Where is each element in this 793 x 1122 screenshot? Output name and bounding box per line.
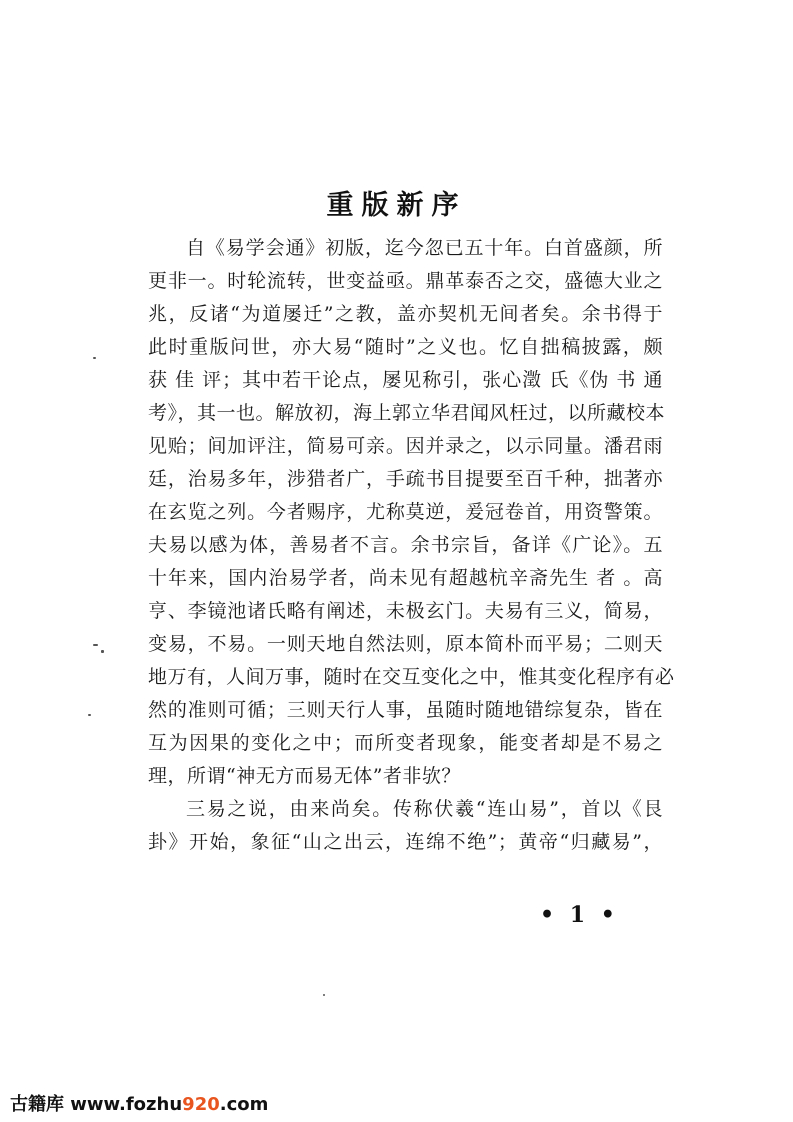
text-line: 十年来，国内治易学者，尚未见有超越杭辛斋先生 者 。高 — [148, 567, 663, 589]
text-line: 获 佳 评；其中若干论点，屡见称引，张心澂 氏《伪 书 通 — [148, 369, 663, 391]
watermark-site-name: 古籍库 — [10, 1094, 64, 1115]
text-line: 廷，治易多年，涉猎者广，手疏书目提要至百千种，拙著亦 — [148, 468, 663, 490]
text-line: 考》，其一也。解放初，海上郭立华君闻风枉过，以所藏校本 — [148, 402, 666, 424]
text-line: 亨、李镜池诸氏略有阐述，未极玄门。夫易有三义，简易， — [148, 600, 663, 622]
watermark-url-prefix: www.fozhu — [70, 1094, 183, 1115]
text-line: 理，所谓“神无方而易无体”者非欤？ — [148, 765, 461, 787]
text-line: 在玄览之列。今者赐序，尤称莫逆，爰冠卷首，用资警策。 — [148, 501, 663, 523]
text-line: 夫易以感为体，善易者不言。余书宗旨，备详《广论》。五 — [148, 534, 663, 556]
watermark-url-suffix: .com — [219, 1094, 269, 1115]
watermark-url-number: 920 — [182, 1094, 220, 1115]
text-line: 卦》开始，象征“山之出云，连绵不绝”；黄帝“归藏易”， — [148, 831, 663, 853]
scan-speck — [93, 644, 98, 646]
text-line: 见贻；间加评注，简易可亲。因并录之，以示同量。潘君雨 — [148, 435, 663, 457]
scan-speck — [93, 357, 96, 359]
page-number: • 1 • — [540, 902, 619, 928]
text-line: 地万有，人间万事，随时在交互变化之中，惟其变化程序有必 — [148, 666, 675, 688]
text-line: 自《易学会通》初版，迄今忽已五十年。白首盛颜，所 — [186, 237, 663, 259]
text-line: 兆，反诸“为道屡迁”之教，盖亦契机无间者矣。余书得于 — [148, 303, 663, 325]
text-line: 此时重版问世，亦大易“随时”之义也。忆自拙稿披露，颇 — [148, 336, 663, 358]
scan-speck — [88, 714, 91, 716]
body-text — [148, 232, 675, 859]
scan-speck — [323, 994, 325, 996]
site-watermark — [10, 1090, 268, 1116]
text-line: 然的准则可循；三则天行人事，虽随时随地错综复杂，皆在 — [148, 699, 663, 721]
text-line: 互为因果的变化之中；而所变者现象，能变者却是不易之 — [148, 732, 663, 754]
text-line: 三易之说，由来尚矣。传称伏羲“连山易”，首以《艮 — [186, 798, 663, 820]
scan-speck — [101, 650, 104, 653]
text-line: 更非一。时轮流转，世变益亟。鼎革泰否之交，盛德大业之 — [148, 270, 663, 292]
page-title: 重版新序 — [326, 190, 467, 221]
text-line: 变易，不易。一则天地自然法则，原本简朴而平易；二则天 — [148, 633, 663, 655]
